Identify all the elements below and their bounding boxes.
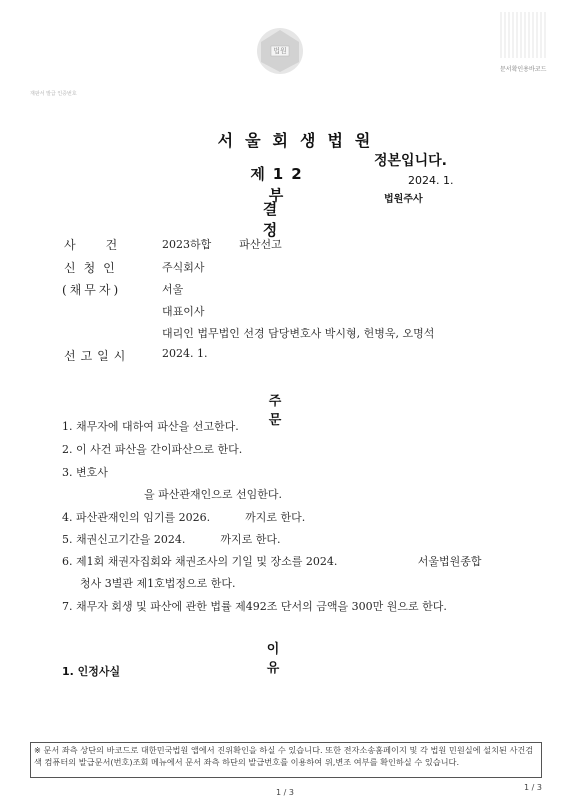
order-item-5: 5. 채권신고기간을 2024. 까지로 한다. — [62, 533, 281, 546]
order-item-1: 1. 채무자에 대하여 파산을 선고한다. — [62, 420, 239, 433]
court-division: 제12부 — [250, 165, 310, 204]
decision-date-value: 2024. 1. — [162, 347, 208, 360]
reason-heading: 이유 — [266, 642, 326, 676]
order-item-3-continued: 을 파산관재인으로 선임한다. — [144, 488, 283, 501]
certified-copy-stamp-label: 정본입니다. — [374, 153, 447, 169]
certified-copy-date: 2024. 1. — [408, 174, 454, 187]
seal-label: 법원 — [273, 47, 287, 55]
reason-subheading: 1. 인정사실 — [62, 665, 121, 678]
barcode-caption-left: 재판서 발급 인증번호 — [30, 91, 77, 97]
document-type: 결정 — [262, 200, 324, 239]
barcode — [500, 12, 548, 58]
decision-date-label: 선고일시 — [64, 349, 131, 363]
legal-agent: 대리인 법무법인 선경 담당변호사 박시형, 헌병욱, 오명석 — [162, 327, 435, 340]
debtor-address: 서울 — [162, 283, 184, 296]
court-name: 서울회생법원 — [217, 131, 383, 150]
order-item-2: 2. 이 사건 파산을 간이파산으로 한다. — [62, 443, 243, 456]
order-item-4: 4. 파산관재인의 임기를 2026. 까지로 한다. — [62, 511, 306, 524]
representative: 대표이사 — [162, 305, 205, 318]
debtor-label: (채무자) — [62, 283, 122, 297]
order-item-7: 7. 채무자 회생 및 파산에 관한 법률 제492조 단서의 금액을 300만 원으로 한다. — [62, 600, 447, 613]
page-number-right: 1 / 3 — [524, 783, 542, 792]
order-item-6: 6. 제1회 채권자집회와 채권조사의 기일 및 장소를 2024. 서울법원종합 — [62, 555, 482, 568]
page-number: 1 / 3 — [276, 788, 294, 797]
applicant-value: 주식회사 — [162, 261, 205, 274]
order-item-6-continued: 청사 3별관 제1호법정으로 한다. — [80, 577, 236, 590]
applicant-label: 신청인 — [64, 261, 123, 275]
order-item-3: 3. 변호사 — [62, 466, 108, 479]
verification-notice: ※ 문서 좌측 상단의 바코드로 대한민국법원 앱에서 진위확인을 하실 수 있습니다. 또한 전자소송홈페이지 및 각 법원 민원실에 설치된 사건검색 컴퓨터의 발급문서(번호)조회 메뉴에서 문서 좌측 하단의 발급번호를 이용하여 위,변조 여부를 확인하실 수 있습니다. — [30, 742, 542, 778]
case-label: 사건 — [64, 238, 148, 252]
order-heading: 주문 — [268, 394, 328, 428]
court-seal — [255, 26, 305, 76]
officer-title: 법원주사 — [384, 194, 423, 205]
barcode-caption-right: 문서확인용바코드 — [500, 66, 547, 73]
case-value: 2023하합 파산선고 — [162, 238, 282, 251]
